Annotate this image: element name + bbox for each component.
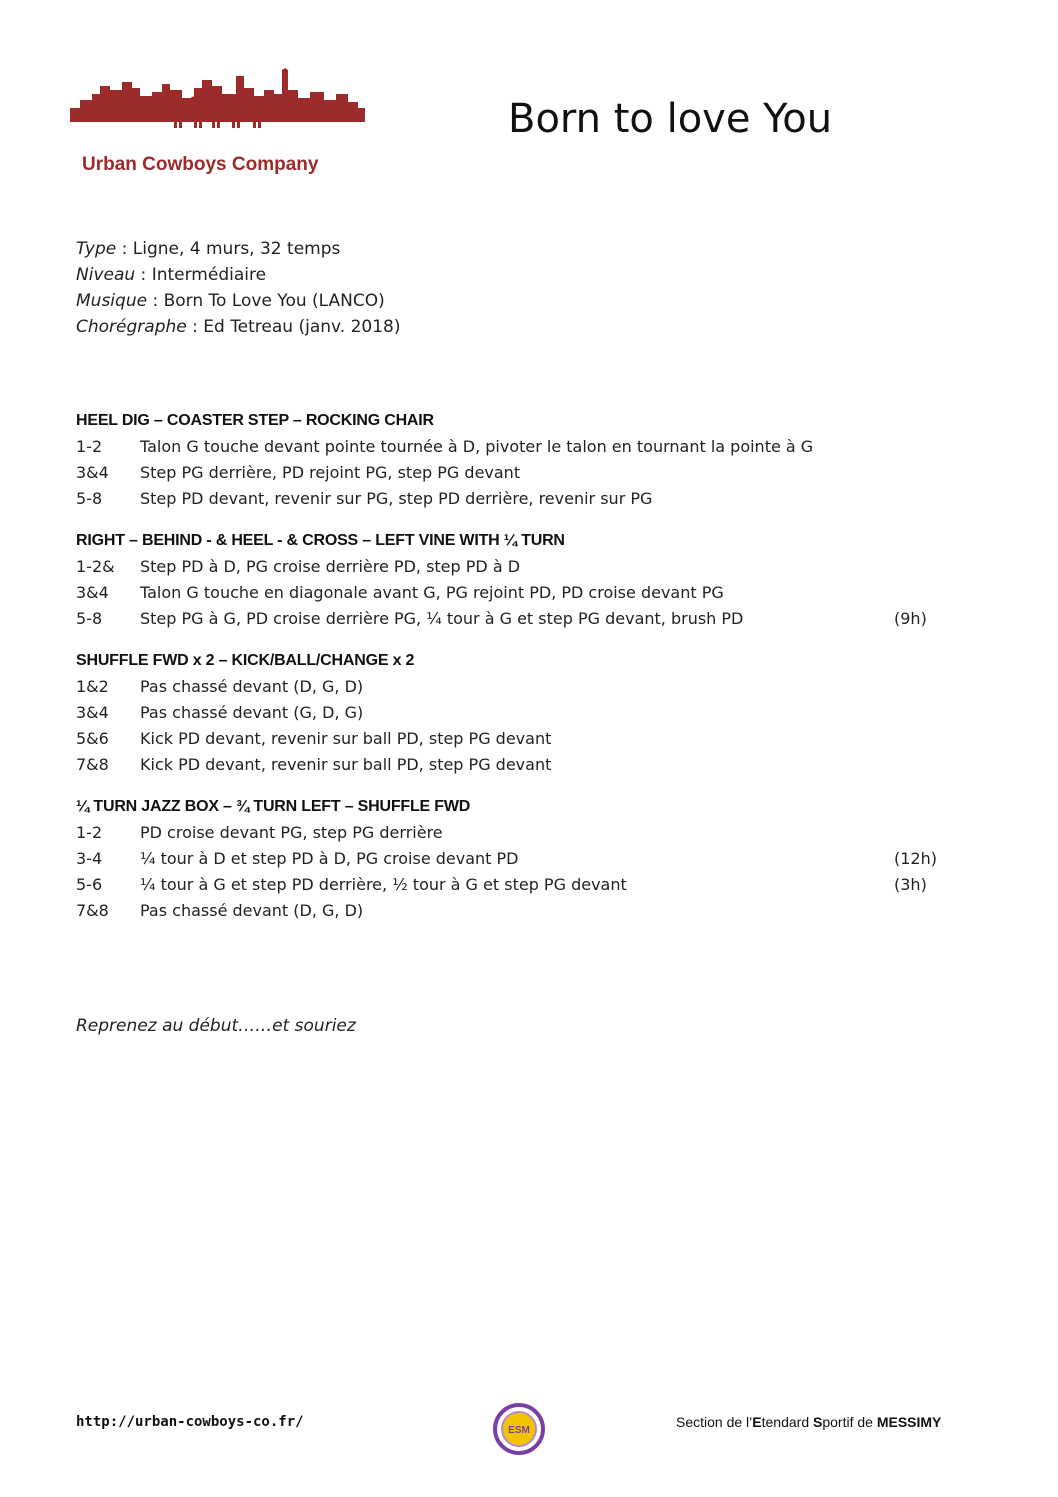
step-wall: (12h) [894,849,937,868]
step-count: 1&2 [76,677,109,696]
footer-text-part: Section de l’ [676,1414,753,1430]
step-row [76,846,956,872]
step-desc: Pas chassé devant (D, G, D) [140,677,364,696]
step-count: 5&6 [76,729,109,748]
step-wall: (3h) [894,875,927,894]
step-section [76,794,956,924]
info-label: Chorégraphe [76,317,187,337]
step-desc: Step PG derrière, PD rejoint PG, step PG devant [140,463,521,482]
step-row [76,554,956,580]
step-desc: Kick PD devant, revenir sur ball PD, step PG devant [140,729,552,748]
section-title: RIGHT – BEHIND - & HEEL - & CROSS – LEFT VINE WITH ¼ TURN [76,532,565,549]
step-desc: Kick PD devant, revenir sur ball PD, step PG devant [140,755,552,774]
step-desc: Pas chassé devant (G, D, G) [140,703,364,722]
step-count: 3&4 [76,463,109,482]
info-line [76,288,400,314]
step-row [76,674,956,700]
company-logo [70,68,365,183]
info-line [76,262,400,288]
step-count: 3&4 [76,583,109,602]
esm-badge-icon [493,1403,545,1455]
info-value: : Ligne, 4 murs, 32 temps [116,239,341,259]
step-row [76,700,956,726]
step-row [76,460,956,486]
step-row [76,486,956,512]
info-line [76,314,400,340]
info-value: : Born To Love You (LANCO) [147,291,385,311]
step-desc: Pas chassé devant (D, G, D) [140,901,364,920]
step-count: 5-6 [76,875,103,894]
footer-section-info [676,1414,941,1430]
step-count: 7&8 [76,755,109,774]
step-count: 1-2 [76,823,103,842]
step-row [76,752,956,778]
step-desc: Talon G touche en diagonale avant G, PG rejoint PD, PD croise devant PG [140,583,724,602]
step-row [76,820,956,846]
info-line [76,236,400,262]
step-desc: Talon G touche devant pointe tournée à D, pivoter le talon en tournant la pointe à G [140,437,814,456]
info-label: Niveau [76,265,136,285]
info-value: : Ed Tetreau (janv. 2018) [186,317,401,337]
step-count: 3&4 [76,703,109,722]
footer-text-part: S [813,1414,823,1430]
step-section [76,408,956,512]
company-name: Urban Cowboys Company [82,154,319,175]
step-row [76,872,956,898]
step-count: 3-4 [76,849,103,868]
badge-text: ESM [508,1425,530,1436]
step-desc: Step PD devant, revenir sur PG, step PD derrière, revenir sur PG [140,489,653,508]
footer-text-part: tendard [761,1414,813,1430]
step-wall: (9h) [894,609,927,628]
footer-text-part: E [752,1414,762,1430]
step-section [76,528,956,632]
step-desc: ¼ tour à D et step PD à D, PG croise devant PD [140,849,519,868]
info-label: Musique [76,291,148,311]
footer-text-part: portif de [822,1414,877,1430]
step-count: 5-8 [76,609,103,628]
step-row [76,434,956,460]
section-title: HEEL DIG – COASTER STEP – ROCKING CHAIR [76,412,434,429]
step-count: 1-2& [76,557,115,576]
info-value: : Intermédiaire [135,265,267,285]
step-count: 1-2 [76,437,103,456]
step-section [76,648,956,778]
section-title: SHUFFLE FWD x 2 – KICK/BALL/CHANGE x 2 [76,652,415,669]
section-title: ¼ TURN JAZZ BOX – ¾ TURN LEFT – SHUFFLE FWD [76,798,471,815]
step-desc: Step PG à G, PD croise derrière PG, ¼ tour à G et step PG devant, brush PD [140,609,744,628]
step-count: 5-8 [76,489,103,508]
step-row [76,726,956,752]
footer-website-link[interactable]: http://urban-cowboys-co.fr/ [76,1414,304,1430]
page-title: Born to love You [508,96,833,142]
step-row [76,898,956,924]
info-label: Type [76,239,117,259]
step-row [76,580,956,606]
step-count: 7&8 [76,901,109,920]
step-desc: Step PD à D, PG croise derrière PD, step PD à D [140,557,521,576]
step-row [76,606,956,632]
ending-note: Reprenez au début……et souriez [76,1016,356,1036]
step-sheet [76,408,956,940]
dance-info [76,236,400,340]
footer-text-part: MESSIMY [876,1414,942,1430]
city-skyline-logo-icon [70,68,365,130]
step-desc: PD croise devant PG, step PG derrière [140,823,443,842]
step-desc: ¼ tour à G et step PD derrière, ½ tour à G et step PG devant [140,875,627,894]
